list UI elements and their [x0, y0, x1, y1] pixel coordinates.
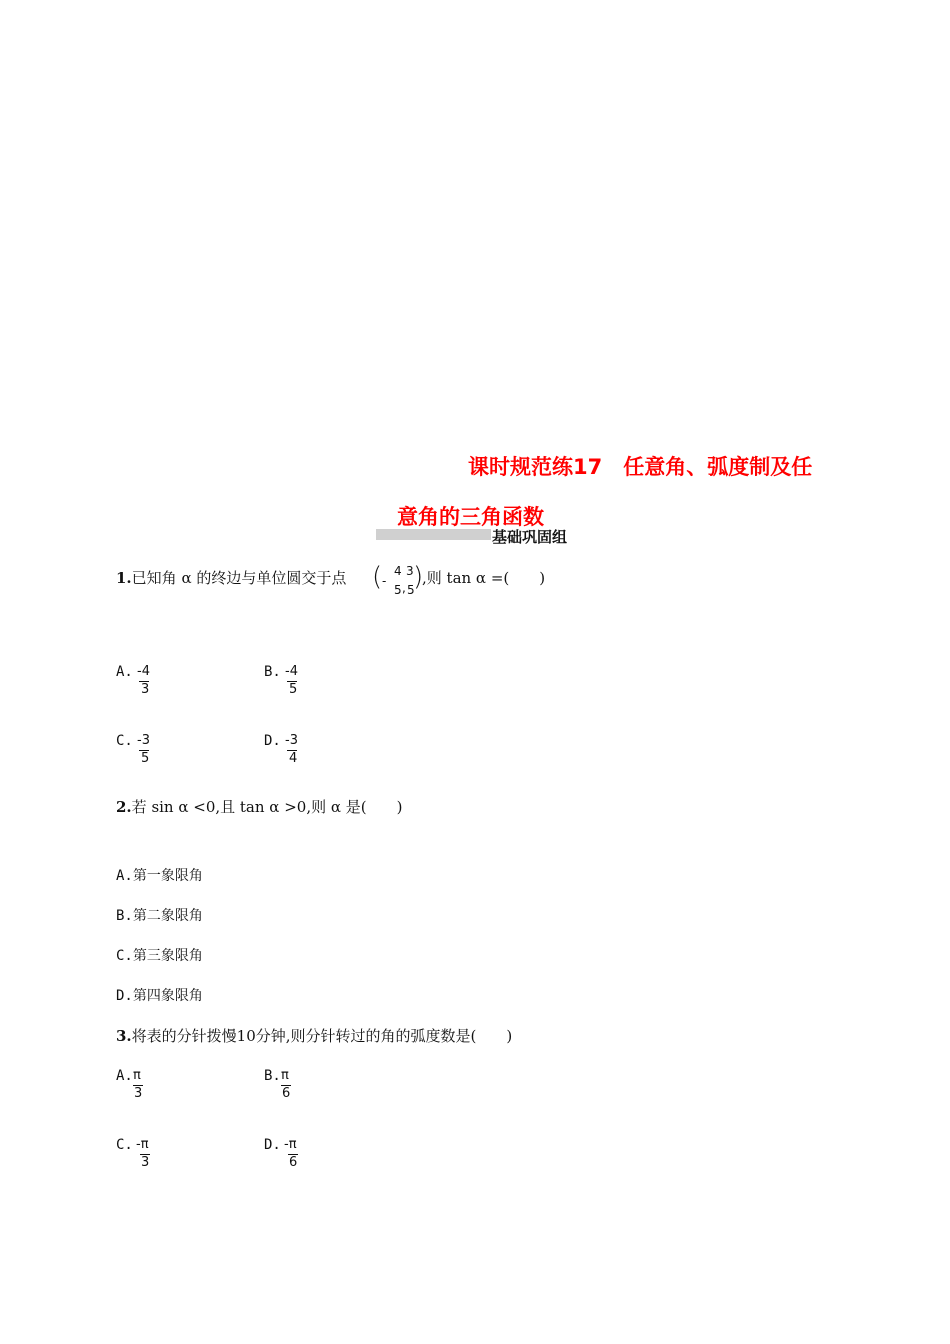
- option-letter: D.: [264, 733, 281, 749]
- q3-option-c[interactable]: [116, 1137, 150, 1170]
- point-num-1: 4: [394, 564, 402, 578]
- option-letter: C.: [116, 733, 133, 749]
- section-label: 基础巩固组: [492, 528, 568, 546]
- q3-option-d[interactable]: [264, 1137, 298, 1170]
- point-den-2: 5: [407, 583, 415, 597]
- question-text: 若 sin α <0,且 tan α >0,则 α 是( ): [131, 798, 403, 816]
- option-letter: B.: [264, 664, 281, 680]
- q1-option-a[interactable]: [116, 664, 150, 697]
- fraction-denominator: 5: [289, 682, 298, 697]
- option-fraction: [137, 733, 153, 769]
- q1-option-d[interactable]: [264, 733, 298, 766]
- point-minus: -: [382, 574, 387, 588]
- fraction-numerator: -3: [285, 733, 298, 748]
- option-fraction: [131, 1068, 147, 1104]
- question-number: 3.: [116, 1027, 132, 1045]
- option-letter: D.: [264, 1137, 281, 1153]
- option-fraction: [285, 664, 301, 700]
- option-fraction: [284, 1137, 302, 1173]
- left-paren: (: [372, 562, 383, 592]
- q2-option-b[interactable]: B.第二象限角: [116, 908, 203, 924]
- fraction-numerator: -π: [284, 1137, 297, 1152]
- question-number: 2.: [116, 798, 132, 816]
- question-3: [116, 1025, 512, 1046]
- question-1-tail: ,则 tan α =( ): [422, 569, 546, 587]
- option-fraction: [279, 1068, 295, 1104]
- section-bar: [376, 529, 491, 540]
- fraction-numerator: -4: [285, 664, 298, 679]
- page-title-line2: 意角的三角函数: [397, 505, 544, 529]
- option-fraction: [285, 733, 301, 769]
- point-den-1: 5: [394, 583, 402, 597]
- fraction-denominator: 3: [141, 682, 150, 697]
- point-coordinate: [372, 561, 422, 601]
- fraction-denominator: 5: [141, 751, 150, 766]
- fraction-numerator: π: [281, 1068, 289, 1083]
- point-comma: ,: [402, 581, 406, 595]
- fraction-denominator: 6: [282, 1086, 291, 1101]
- q2-option-c[interactable]: C.第三象限角: [116, 948, 203, 964]
- fraction-denominator: 3: [141, 1155, 150, 1170]
- question-number: 1.: [116, 569, 132, 587]
- option-letter: B.: [264, 1068, 281, 1084]
- question-2: [116, 796, 402, 817]
- fraction-denominator: 3: [134, 1086, 143, 1101]
- option-fraction: [136, 1137, 154, 1173]
- point-num-2: 3: [406, 564, 414, 578]
- fraction-numerator: -3: [137, 733, 150, 748]
- q3-option-b[interactable]: [264, 1068, 291, 1101]
- option-letter: A.: [116, 1068, 133, 1084]
- option-letter: A.: [116, 664, 133, 680]
- fraction-numerator: -π: [136, 1137, 149, 1152]
- question-1: [116, 567, 346, 588]
- fraction-numerator: π: [133, 1068, 141, 1083]
- question-text: 将表的分针拨慢10分钟,则分针转过的角的弧度数是( ): [131, 1027, 513, 1045]
- page-title-line1: 课时规范练17 任意角、弧度制及任: [468, 455, 813, 479]
- q2-option-a[interactable]: A.第一象限角: [116, 868, 203, 884]
- q1-option-b[interactable]: [264, 664, 298, 697]
- q1-option-c[interactable]: [116, 733, 150, 766]
- option-letter: C.: [116, 1137, 133, 1153]
- right-paren: ): [413, 562, 424, 592]
- option-fraction: [137, 664, 153, 700]
- fraction-numerator: -4: [137, 664, 150, 679]
- fraction-denominator: 6: [289, 1155, 298, 1170]
- fraction-denominator: 4: [289, 751, 298, 766]
- question-text: 已知角 α 的终边与单位圆交于点: [131, 569, 347, 587]
- q2-option-d[interactable]: D.第四象限角: [116, 988, 203, 1004]
- q3-option-a[interactable]: [116, 1068, 143, 1101]
